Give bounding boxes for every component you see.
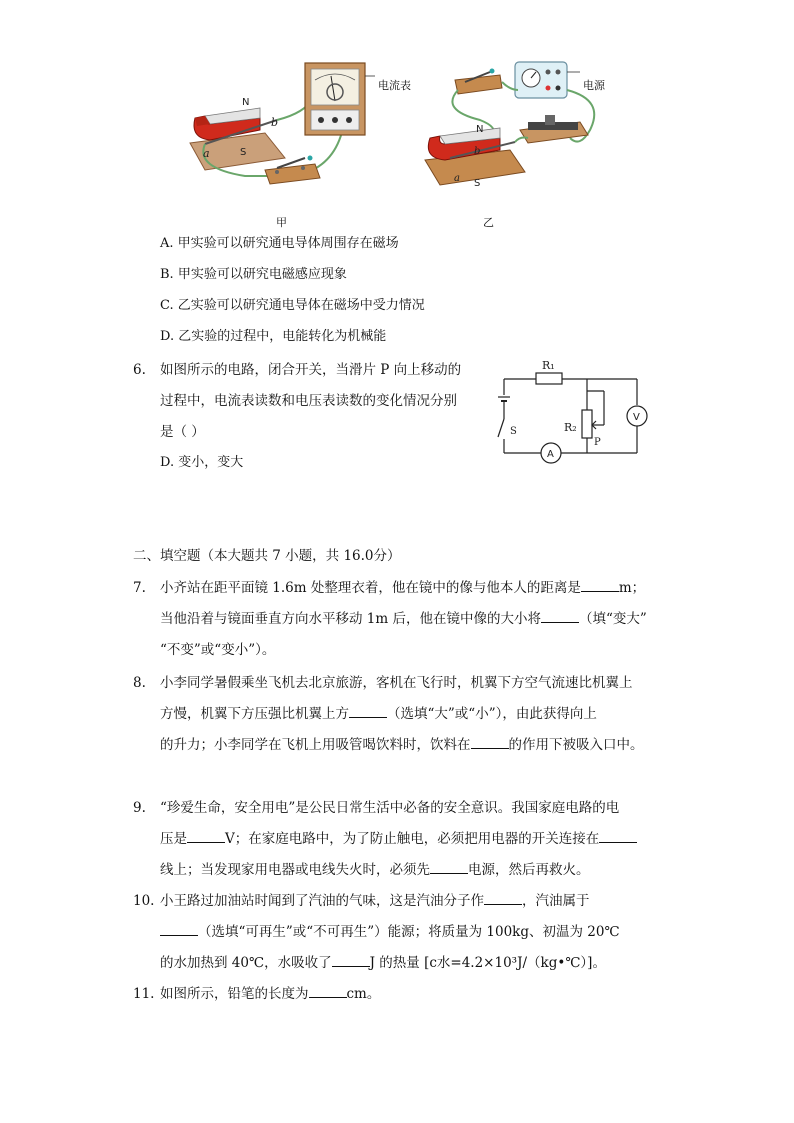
power-label: 电源 <box>583 79 605 92</box>
q10-l3-text-a: 的水加热到 40℃，水吸收了 <box>160 955 332 971</box>
ammeter-symbol-label: A <box>547 449 554 460</box>
q7-number: 7. <box>133 580 146 596</box>
q6-number: 6. <box>133 362 146 378</box>
q5-option-c: C. 乙实验可以研究通电导体在磁场中受力情况 <box>160 298 425 313</box>
q9-blank-2[interactable] <box>599 830 637 843</box>
q9-line-3 <box>160 860 590 880</box>
figure-yi <box>420 60 605 192</box>
figure-jia <box>185 58 375 198</box>
figure-label-jia: 甲 <box>276 216 287 229</box>
q8-blank-2[interactable] <box>471 736 509 749</box>
circuit-r1-label: R₁ <box>542 359 555 372</box>
figure-label-yi: 乙 <box>483 216 494 229</box>
q8-number: 8. <box>133 675 146 691</box>
q10-blank-1[interactable] <box>484 892 522 905</box>
q7-l1-text-b: m； <box>618 580 646 596</box>
section2-title: 二、填空题（本大题共 7 小题，共 16.0分） <box>133 548 401 564</box>
figure-jia-drawing <box>185 58 375 198</box>
q10-line-3 <box>160 953 606 973</box>
q9-l2-text-b: V；在家庭电路中，为了防止触电，必须把用电器的开关连接在 <box>225 831 600 847</box>
q10-l3-text-b: J 的热量 [c水=4.2×10³J/（kg•℃）]。 <box>369 955 606 971</box>
q6-option-d: D. 变小，变大 <box>160 455 244 470</box>
q8-l3-text-a: 的升力；小李同学在飞机上用吸管喝饮料时，饮料在 <box>160 737 471 753</box>
q10-blank-3[interactable] <box>332 954 370 967</box>
q10-line-1 <box>160 891 590 911</box>
q7-blank-1[interactable] <box>581 579 619 592</box>
q9-line-1: “珍爱生命，安全用电”是公民日常生活中必备的安全意识。我国家庭电路的电 <box>160 800 620 816</box>
q8-l2-text-a: 方慢，机翼下方压强比机翼上方 <box>160 706 349 722</box>
q9-l2-text-a: 压是 <box>160 831 187 847</box>
q7-l2-text-b: （填“变大” <box>578 611 647 627</box>
q10-number: 10. <box>133 893 155 909</box>
q9-number: 9. <box>133 800 146 816</box>
q6-line-1: 如图所示的电路，闭合开关，当滑片 P 向上移动的 <box>160 362 462 378</box>
q10-l1-text-b: ，汽油属于 <box>522 893 590 909</box>
q8-l3-text-b: 的作用下被吸入口中。 <box>508 737 644 753</box>
q7-l2-text-a: 当他沿着与镜面垂直方向水平移动 1m 后，他在镜中像的大小将 <box>160 611 541 627</box>
q6-line-3: 是（ ） <box>160 424 205 440</box>
magnet-s-label-jia: S <box>240 147 247 158</box>
q8-l2-text-b: （选填“大”或“小”），由此获得向上 <box>387 706 597 722</box>
q9-l3-text-a: 线上；当发现家用电器或电线失火时，必须先 <box>160 862 430 878</box>
q6-circuit-diagram <box>492 355 652 470</box>
circuit-p-label: P <box>594 437 601 448</box>
q8-line-3 <box>160 735 644 755</box>
magnet-n-label-yi: N <box>476 124 484 135</box>
q5-option-d: D. 乙实验的过程中，电能转化为机械能 <box>160 329 387 344</box>
circuit-s-label: S <box>510 426 517 437</box>
wire-a-label-yi: a <box>454 173 460 184</box>
q7-line-1 <box>160 578 645 598</box>
q10-l2-text: （选填“可再生”或“不可再生”）能源；将质量为 100kg、初温为 20℃ <box>198 924 620 940</box>
q10-blank-2[interactable] <box>160 923 198 936</box>
figure-yi-drawing <box>420 60 605 192</box>
voltmeter-label: V <box>633 412 640 423</box>
q7-line-3: “不变”或“变小”）。 <box>160 642 276 658</box>
q9-blank-3[interactable] <box>430 861 468 874</box>
q10-line-2 <box>160 922 620 942</box>
q6-line-2: 过程中，电流表读数和电压表读数的变化情况分别 <box>160 393 457 409</box>
q9-l3-text-b: 电源，然后再救火。 <box>468 862 590 878</box>
magnet-s-label-yi: S <box>474 178 481 189</box>
wire-b-label: b <box>271 116 279 129</box>
q9-blank-1[interactable] <box>187 830 225 843</box>
q8-line-1: 小李同学暑假乘坐飞机去北京旅游，客机在飞行时，机翼下方空气流速比机翼上 <box>160 675 633 691</box>
wire-a-label: a <box>203 147 210 160</box>
circuit-drawing <box>492 355 652 470</box>
q11-number: 11. <box>133 986 155 1002</box>
q11-blank-1[interactable] <box>309 985 347 998</box>
q5-option-a: A. 甲实验可以研究通电导体周围存在磁场 <box>160 236 399 251</box>
q10-l1-text-a: 小王路过加油站时闻到了汽油的气味，这是汽油分子作 <box>160 893 484 909</box>
q11-line-1 <box>160 984 380 1004</box>
q9-line-2 <box>160 829 637 849</box>
magnet-n-label-jia: N <box>242 97 250 108</box>
q11-text-a: 如图所示，铅笔的长度为 <box>160 986 309 1002</box>
q7-l1-text-a: 小齐站在距平面镜 1.6m 处整理衣着，他在镜中的像与他本人的距离是 <box>160 580 581 596</box>
q7-line-2 <box>160 609 647 629</box>
q8-blank-1[interactable] <box>349 705 387 718</box>
wire-b-label-yi: b <box>474 146 481 157</box>
ammeter-label: 电流表 <box>378 79 411 92</box>
q5-option-b: B. 甲实验可以研究电磁感应现象 <box>160 267 347 282</box>
q11-text-b: cm。 <box>346 986 381 1002</box>
q8-line-2 <box>160 704 597 724</box>
circuit-r2-label: R₂ <box>564 421 577 434</box>
q7-blank-2[interactable] <box>541 610 579 623</box>
